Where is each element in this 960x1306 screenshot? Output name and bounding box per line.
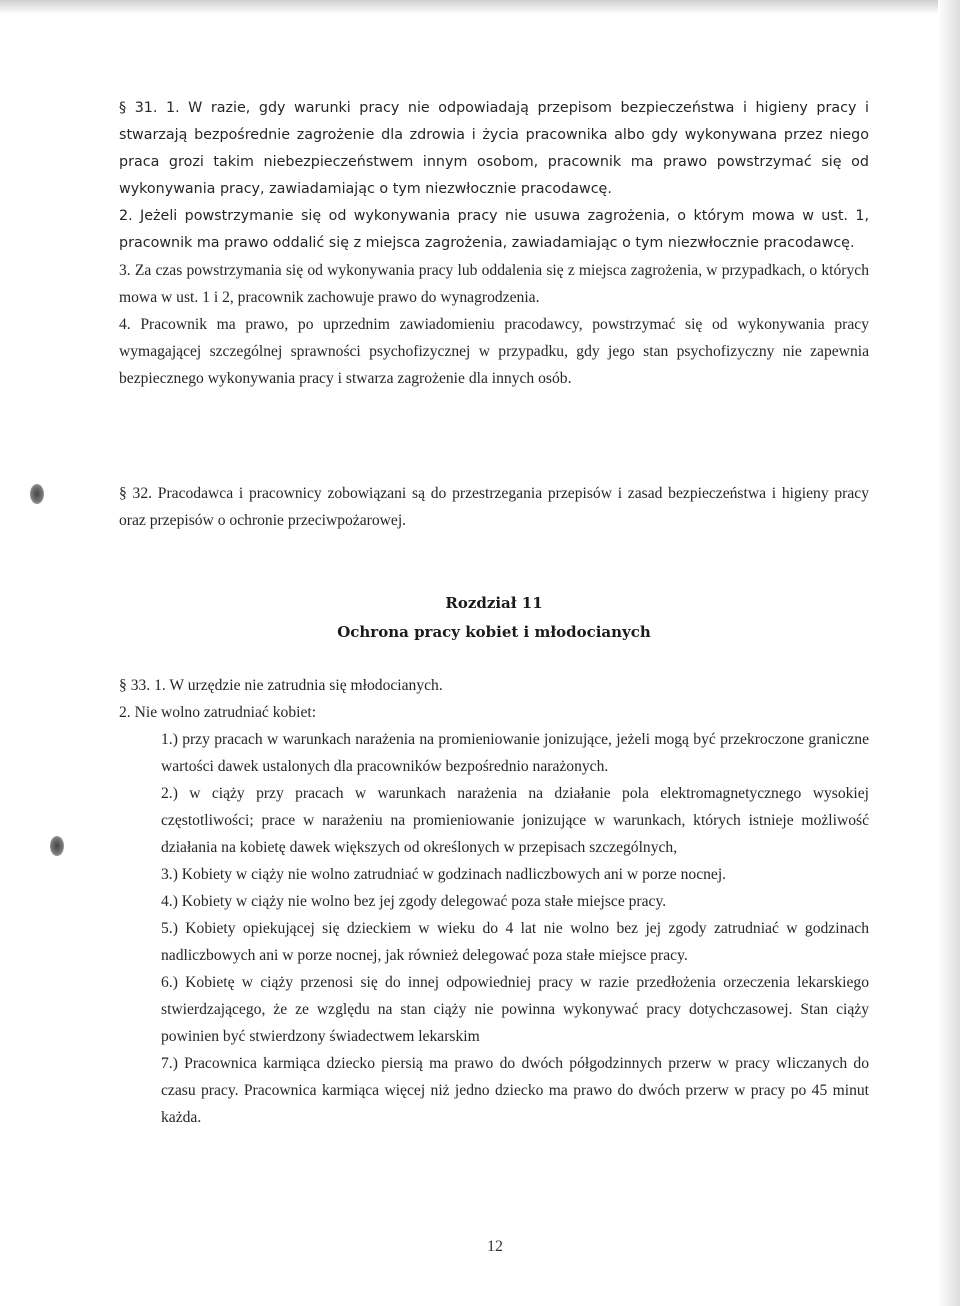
list-item: 1.) przy pracach w warunkach narażenia na promieniowanie jonizujące, jeżeli mogą być przekroczone graniczne wartości dawek ustalonych dla pracowników bezpośrednio narażonych. bbox=[161, 731, 869, 775]
section-32 bbox=[119, 480, 869, 534]
section-31 bbox=[119, 95, 869, 392]
scan-edge-right bbox=[938, 0, 960, 1306]
chapter-title: Ochrona pracy kobiet i młodocianych bbox=[337, 623, 651, 641]
list-item: 3.) Kobiety w ciąży nie wolno zatrudniać w godzinach nadliczbowych ani w porze nocnej. bbox=[161, 866, 727, 883]
section-31-paragraph-4: 4. Pracownik ma prawo, po uprzednim zawiadomieniu pracodawcy, powstrzymać się od wykonywania pracy wymagającej szczególnej sprawności psychofizycznej w przypadku, gdy jego stan psychofizyczny nie zapewnia bezpiecznego wykonywania pracy i stwarza zagrożenie dla innych osób. bbox=[119, 316, 869, 387]
list-item: 7.) Pracownica karmiąca dziecko piersią ma prawo do dwóch półgodzinnych przerw w pracy wliczanych do czasu pracy. Pracownica karmiąca więcej niż jedno dziecko ma prawo do dwóch przerw w pracy po 45 minut każda. bbox=[161, 1055, 869, 1126]
section-32-paragraph: § 32. Pracodawca i pracownicy zobowiązani są do przestrzegania przepisów i zasad bezpieczeństwa i higieny pracy oraz przepisów o ochronie przeciwpożarowej. bbox=[119, 485, 869, 529]
section-33 bbox=[119, 672, 869, 1131]
scan-edge-top bbox=[0, 0, 960, 14]
chapter-label: Rozdział 11 bbox=[445, 594, 543, 612]
section-31-paragraph-2: 2. Jeżeli powstrzymanie się od wykonywania pracy nie usuwa zagrożenia, o którym mowa w ust. 1, pracownik ma prawo oddalić się z miejsca zagrożenia, zawiadamiając o tym niezwłocznie pracodawcę. bbox=[119, 208, 869, 251]
chapter-heading bbox=[119, 589, 869, 647]
punch-hole-icon bbox=[50, 836, 64, 856]
list-item: 6.) Kobietę w ciąży przenosi się do innej odpowiedniej pracy w razie przedłożenia orzeczenia lekarskiego stwierdzającego, że ze względu na stan ciąży nie powinna wykonywać pracy dotychczasowej. Stan ciąży powinien być stwierdzony świadectwem lekarskim bbox=[161, 974, 869, 1045]
page-number: 12 bbox=[487, 1238, 503, 1255]
section-33-paragraph-2: 2. Nie wolno zatrudniać kobiet: bbox=[119, 704, 317, 721]
list-item: 4.) Kobiety w ciąży nie wolno bez jej zgody delegować poza stałe miejsce pracy. bbox=[161, 893, 667, 910]
section-33-paragraph-1: § 33. 1. W urzędzie nie zatrudnia się młodocianych. bbox=[119, 677, 443, 694]
section-31-paragraph-1: § 31. 1. W razie, gdy warunki pracy nie odpowiadają przepisom bezpieczeństwa i higieny pracy i stwarzają bezpośrednie zagrożenie dla zdrowia i życia pracownika albo gdy wykonywana przez niego praca grozi takim niebezpieczeństwem innym osobom, pracownik ma prawo powstrzymać się od wykonywania pracy, zawiadamiając o tym niezwłocznie pracodawcę. bbox=[119, 100, 869, 197]
list-item: 2.) w ciąży przy pracach w warunkach narażenia na działanie pola elektromagnetycznego wysokiej częstotliwości; prace w narażeniu na promieniowanie jonizujące w warunkach, których istnieje możliwość działania na kobietę dawek większych od określonych w przepisach szczególnych, bbox=[161, 785, 869, 856]
punch-hole-icon bbox=[30, 484, 44, 504]
list-item: 5.) Kobiety opiekującej się dzieckiem w wieku do 4 lat nie wolno bez jej zgody zatrudniać w godzinach nadliczbowych ani w porze nocnej, jak również delegować poza stałe miejsce pracy. bbox=[161, 920, 869, 964]
section-33-items bbox=[119, 726, 869, 1131]
section-31-paragraph-3: 3. Za czas powstrzymania się od wykonywania pracy lub oddalenia się z miejsca zagrożenia, w przypadkach, o których mowa w ust. 1 i 2, pracownik zachowuje prawo do wynagrodzenia. bbox=[119, 262, 869, 306]
